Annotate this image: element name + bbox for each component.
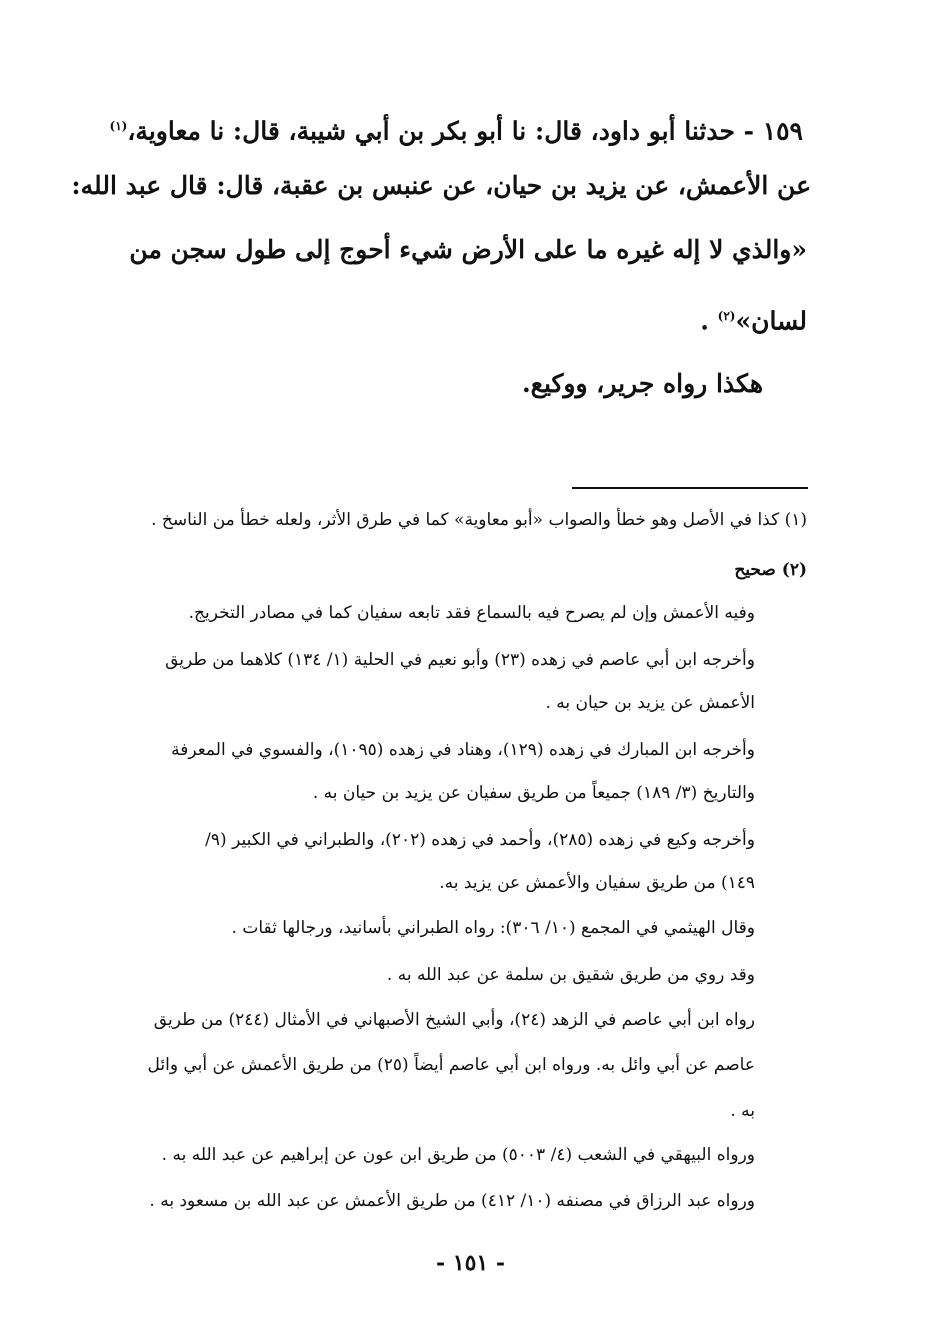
footnote-2-heading: (٢) صحيح — [734, 560, 807, 580]
hadith-line-2: عن الأعمش، عن يزيد بن حيان، عن عنبس بن عقبة، قال: قال عبد الله: — [71, 171, 811, 200]
hadith-line-1 — [110, 106, 803, 151]
footnote-ref-2: (٢) — [717, 309, 736, 323]
footnote-line: به . — [730, 1101, 755, 1121]
footnote-line: وأخرجه ابن أبي عاصم في زهده (٢٣) وأبو نعيم في الحلية (١/ ١٣٤) كلاهما من طريق — [165, 650, 755, 670]
footnote-line: وقال الهيثمي في المجمع (١٠/ ٣٠٦): رواه الطبراني بأسانيد، ورجالها ثقات . — [231, 918, 755, 938]
hadith-line-3: «والذي لا إله غيره ما على الأرض شيء أحوج إلى طول سجن من — [129, 235, 807, 264]
footnote-line: ورواه البيهقي في الشعب (٤/ ٥٠٠٣) من طريق ابن عون عن إبراهيم عن عبد الله به . — [161, 1145, 755, 1165]
hadith-line-5: هكذا رواه جرير، ووكيع. — [521, 369, 763, 398]
footnote-line: الأعمش عن يزيد بن حيان به . — [545, 693, 755, 713]
footnote-line: وأخرجه وكيع في زهده (٢٨٥)، وأحمد في زهده (٢٠٢)، والطبراني في الكبير (٩/ — [205, 830, 755, 850]
page-number: - ١٥١ - — [435, 1250, 506, 1276]
hadith-text-4: لسان» — [735, 306, 807, 336]
footnote-line: رواه ابن أبي عاصم في الزهد (٢٤)، وأبي الشيخ الأصبهاني في الأمثال (٢٤٤) من طريق — [153, 1010, 755, 1030]
hadith-text-1: ١٥٩ - حدثنا أبو داود، قال: نا أبو بكر بن أبي شيبة، قال: نا معاوية، — [127, 116, 803, 146]
footnote-ref-1: (١) — [109, 119, 128, 133]
footnote-line: ورواه عبد الرزاق في مصنفه (١٠/ ٤١٢) من طريق الأعمش عن عبد الله بن مسعود به . — [149, 1191, 755, 1211]
footnote-line: عاصم عن أبي وائل به. ورواه ابن أبي عاصم أيضاً (٢٥) من طريق الأعمش عن أبي وائل — [147, 1055, 755, 1075]
footnote-line: وقد روي من طريق شقيق بن سلمة عن عبد الله به . — [386, 965, 755, 985]
footnote-line: ١٤٩) من طريق سفيان والأعمش عن يزيد به. — [439, 873, 755, 893]
footnote-line: وأخرجه ابن المبارك في زهده (١٢٩)، وهناد في زهده (١٠٩٥)، والفسوي في المعرفة — [171, 740, 755, 760]
footnote-1: (١) كذا في الأصل وهو خطأ والصواب «أبو معاوية» كما في طرق الأثر، ولعله خطأ من الناسخ . — [151, 510, 807, 530]
footnote-line: وفيه الأعمش وإن لم يصرح فيه بالسماع فقد تابعه سفيان كما في مصادر التخريج. — [188, 603, 755, 623]
hadith-line-4 — [700, 296, 807, 341]
hadith-text-4-end: . — [700, 306, 718, 336]
footnote-separator — [572, 487, 808, 489]
footnote-line: والتاريخ (٣/ ١٨٩) جميعاً من طريق سفيان عن يزيد بن حيان به . — [312, 783, 755, 803]
